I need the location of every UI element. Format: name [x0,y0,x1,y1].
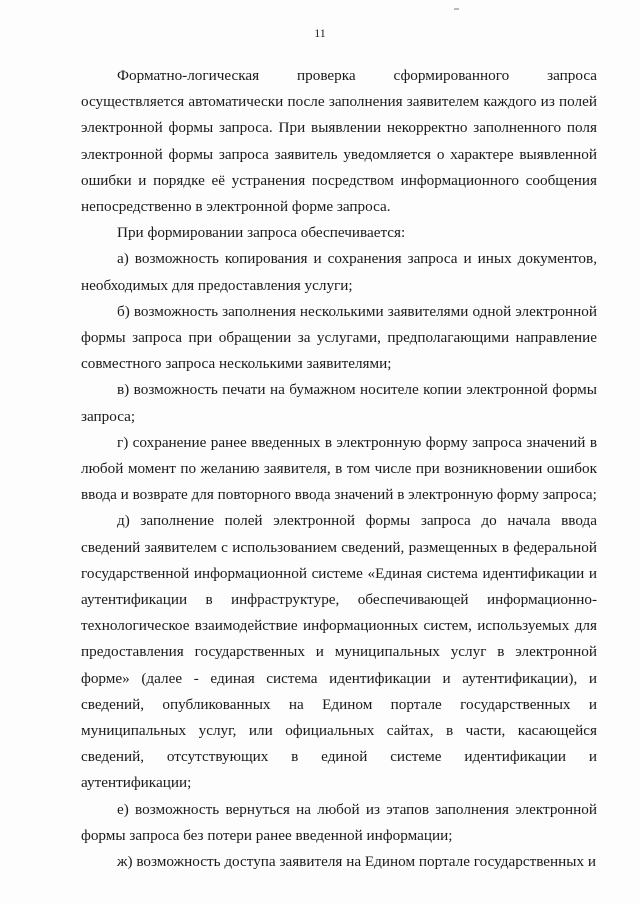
list-item-d: д) заполнение полей электронной формы запроса до начала ввода сведений заявителем с использованием сведений, размещенных в федеральной государственной информационной системе «Единая система идентификации и аутентификации в инфраструктуре, обеспечивающей информационно-технологическое взаимодействие информационных систем, используемых для предоставления государственных и муниципальных услуг в электронной форме» (далее - единая система идентификации и аутентификации), и сведений, опубликованных на Едином портале государственных и муниципальных услуг, или официальных сайтах, в части, касающейся сведений, отсутствующих в единой системе идентификации и аутентификации; [81,512,597,792]
page-number: 11 [314,26,326,40]
document-body [81,63,597,875]
paragraph-provisions-intro: При формировании запроса обеспечивается: [117,224,406,242]
list-item-e: е) возможность вернуться на любой из этапов заполнения электронной формы запроса без потери ранее введенной информации; [81,800,597,844]
scan-artifact [454,8,459,10]
paragraph-format-check: Форматно-логическая проверка сформированного запроса осуществляется автоматически после заполнения заявителем каждого из полей электронной формы запроса. При выявлении некорректно заполненного поля электронной формы запроса заявитель уведомляется о характере выявленной ошибки и порядке её устранения посредством информационного сообщения непосредственно в электронной форме запроса. [81,67,597,216]
list-item-g: г) сохранение ранее введенных в электронную форму запроса значений в любой момент по желанию заявителя, в том числе при возникновении ошибок ввода и возврате для повторного ввода значений в электронную форму запроса; [81,433,597,504]
list-item-v: в) возможность печати на бумажном носителе копии электронной формы запроса; [81,381,597,425]
list-item-a: а) возможность копирования и сохранения запроса и иных документов, необходимых для предоставления услуги; [81,250,597,294]
list-item-zh: ж) возможность доступа заявителя на Едином портале государственных и [117,853,597,871]
list-item-b: б) возможность заполнения несколькими заявителями одной электронной формы запроса при обращении за услугами, предполагающими направление совместного запроса несколькими заявителями; [81,302,597,373]
